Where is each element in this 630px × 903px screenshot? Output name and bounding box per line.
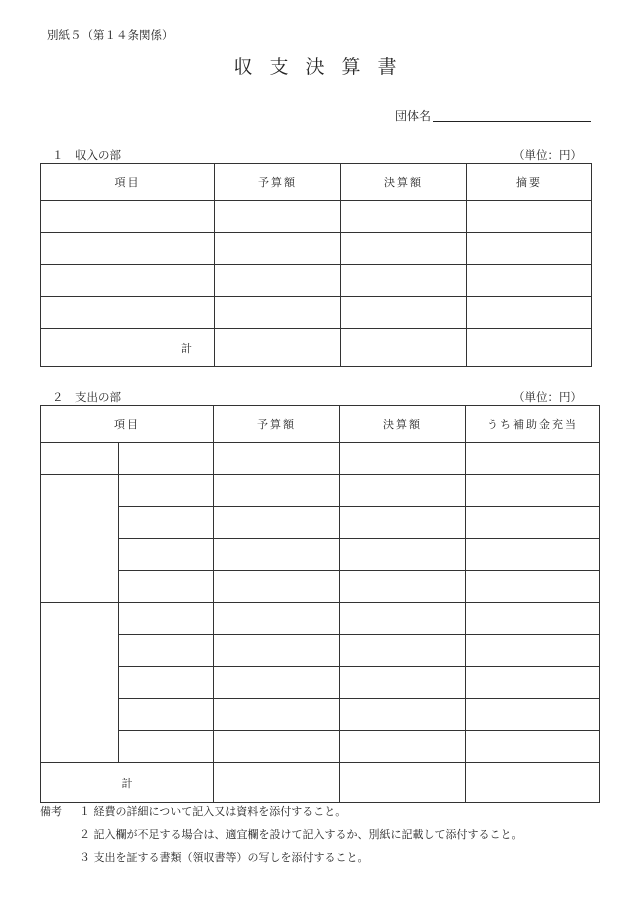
expense-col-actual: 決算額 [340, 406, 466, 443]
expense-subsidy-cell[interactable] [466, 443, 600, 475]
expense-actual-cell[interactable] [340, 443, 466, 475]
income-item-cell[interactable] [41, 297, 215, 329]
note-item: ２ 記入欄が不足する場合は、適宜欄を設けて記入するか、別紙に記載して添付すること。 [79, 828, 523, 841]
expense-subsidy-cell[interactable] [466, 635, 600, 667]
expense-budget-cell[interactable] [214, 539, 340, 571]
income-remarks-cell[interactable] [467, 265, 592, 297]
expense-subsidy-cell[interactable] [466, 731, 600, 763]
income-header-row [41, 164, 592, 201]
income-remarks-cell[interactable] [467, 297, 592, 329]
table-row [41, 475, 600, 507]
income-total-budget[interactable] [215, 329, 341, 367]
table-row [41, 603, 600, 635]
table-row [41, 699, 600, 731]
expense-subsidy-cell[interactable] [466, 475, 600, 507]
expense-subsidy-cell[interactable] [466, 667, 600, 699]
expense-category-cell[interactable] [41, 475, 119, 603]
expense-total-subsidy[interactable] [466, 763, 600, 803]
income-total-remarks[interactable] [467, 329, 592, 367]
income-heading: １ 収入の部 [52, 148, 121, 162]
expense-item-cell[interactable] [119, 539, 214, 571]
expense-table [40, 405, 600, 803]
income-total-row [41, 329, 592, 367]
income-actual-cell[interactable] [341, 297, 467, 329]
expense-heading: ２ 支出の部 [52, 390, 121, 404]
org-name-label: 団体名 [395, 109, 432, 123]
table-row [41, 539, 600, 571]
income-col-budget: 予算額 [215, 164, 341, 201]
expense-budget-cell[interactable] [214, 475, 340, 507]
income-item-cell[interactable] [41, 201, 215, 233]
expense-col-subsidy: うち補助金充当 [466, 406, 600, 443]
form-id: 別紙５（第１４条関係） [47, 28, 174, 42]
expense-item-cell[interactable] [119, 667, 214, 699]
expense-actual-cell[interactable] [340, 539, 466, 571]
expense-budget-cell[interactable] [214, 571, 340, 603]
income-actual-cell[interactable] [341, 233, 467, 265]
expense-item-cell[interactable] [119, 731, 214, 763]
expense-item-cell[interactable] [119, 443, 214, 475]
expense-actual-cell[interactable] [340, 571, 466, 603]
expense-budget-cell[interactable] [214, 731, 340, 763]
income-actual-cell[interactable] [341, 265, 467, 297]
expense-item-cell[interactable] [119, 507, 214, 539]
expense-actual-cell[interactable] [340, 699, 466, 731]
expense-item-cell[interactable] [119, 475, 214, 507]
table-row [41, 233, 592, 265]
expense-category-cell[interactable] [41, 603, 119, 763]
expense-actual-cell[interactable] [340, 667, 466, 699]
expense-total-row [41, 763, 600, 803]
income-total-actual[interactable] [341, 329, 467, 367]
income-total-label: 計 [41, 329, 215, 367]
expense-actual-cell[interactable] [340, 507, 466, 539]
income-item-cell[interactable] [41, 265, 215, 297]
income-actual-cell[interactable] [341, 201, 467, 233]
expense-subsidy-cell[interactable] [466, 571, 600, 603]
expense-actual-cell[interactable] [340, 635, 466, 667]
notes-label: 備考 [40, 805, 62, 818]
expense-item-cell[interactable] [119, 571, 214, 603]
expense-unit: （単位：円） [513, 390, 582, 404]
expense-subsidy-cell[interactable] [466, 699, 600, 731]
expense-category-cell[interactable] [41, 443, 119, 475]
income-budget-cell[interactable] [215, 297, 341, 329]
expense-budget-cell[interactable] [214, 699, 340, 731]
expense-total-label: 計 [41, 763, 214, 803]
income-table [40, 163, 592, 367]
income-budget-cell[interactable] [215, 265, 341, 297]
expense-actual-cell[interactable] [340, 603, 466, 635]
note-item: ３ 支出を証する書類（領収書等）の写しを添付すること。 [79, 851, 369, 864]
expense-col-budget: 予算額 [214, 406, 340, 443]
income-col-remarks: 摘要 [467, 164, 592, 201]
income-item-cell[interactable] [41, 233, 215, 265]
expense-actual-cell[interactable] [340, 475, 466, 507]
table-row [41, 265, 592, 297]
note-item: １ 経費の詳細について記入又は資料を添付すること。 [79, 805, 347, 818]
expense-col-item: 項目 [41, 406, 214, 443]
org-name-field[interactable] [433, 121, 591, 122]
income-remarks-cell[interactable] [467, 201, 592, 233]
document-title: 収支決算書 [233, 56, 414, 78]
expense-actual-cell[interactable] [340, 731, 466, 763]
income-unit: （単位：円） [513, 148, 582, 162]
expense-budget-cell[interactable] [214, 443, 340, 475]
expense-subsidy-cell[interactable] [466, 539, 600, 571]
expense-total-budget[interactable] [214, 763, 340, 803]
expense-budget-cell[interactable] [214, 603, 340, 635]
table-row [41, 635, 600, 667]
expense-budget-cell[interactable] [214, 635, 340, 667]
table-row [41, 571, 600, 603]
expense-budget-cell[interactable] [214, 507, 340, 539]
income-col-item: 項目 [41, 164, 215, 201]
table-row [41, 667, 600, 699]
table-row [41, 297, 592, 329]
income-col-actual: 決算額 [341, 164, 467, 201]
expense-item-cell[interactable] [119, 635, 214, 667]
expense-item-cell[interactable] [119, 699, 214, 731]
expense-item-cell[interactable] [119, 603, 214, 635]
expense-header-row [41, 406, 600, 443]
expense-subsidy-cell[interactable] [466, 603, 600, 635]
income-remarks-cell[interactable] [467, 233, 592, 265]
expense-subsidy-cell[interactable] [466, 507, 600, 539]
expense-budget-cell[interactable] [214, 667, 340, 699]
expense-total-actual[interactable] [340, 763, 466, 803]
table-row [41, 507, 600, 539]
table-row [41, 201, 592, 233]
income-budget-cell[interactable] [215, 201, 341, 233]
table-row [41, 731, 600, 763]
income-budget-cell[interactable] [215, 233, 341, 265]
table-row [41, 443, 600, 475]
